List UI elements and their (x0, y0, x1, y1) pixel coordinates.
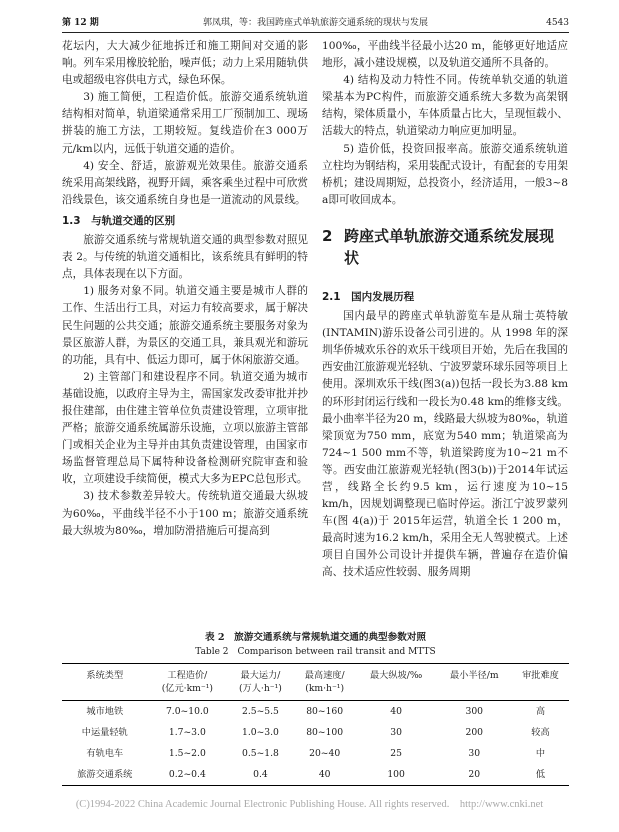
table-header-row (62, 664, 569, 683)
table-cell: 较高 (531, 727, 550, 738)
table-cell: 300 (465, 706, 484, 717)
column-header: 系统类型 (62, 664, 148, 683)
table-cell: 25 (390, 748, 402, 759)
table-cell: 中 (535, 748, 546, 759)
subsection-heading: 2.1 国内发展历程 (322, 290, 415, 303)
column-header: 工程造价/ (148, 664, 228, 683)
column-header-unit: (万人·h⁻¹) (227, 682, 294, 701)
table-cell: 旅游交通系统 (62, 764, 148, 786)
paragraph: 1) 服务对象不同。轨道交通主要是城市人群的工作、生活出行工具，对运力有较高要求，属于解决民生问题的公共交通；旅游交通系统主要服务对象为景区旅游人群，为景区的交通工具，兼具观光和游玩的功能，具有中、低运力即可，属于休闲旅游交通。 (62, 285, 308, 366)
table-row (62, 743, 569, 764)
section-number: 2 (322, 226, 333, 245)
paragraph: 旅游交通系统与常规轨道交通的典型参数对照见表 2。与传统的轨道交通相比，该系统具有鲜明的特点，具体表现在以下方面。 (62, 234, 308, 281)
table-cell: 0.4 (227, 764, 294, 786)
table-cell: 1.7~3.0 (168, 727, 206, 738)
paragraph: 3) 施工简便，工程造价低。旅游交通系统轨道结构相对简单，轨道梁通常采用工厂预制加工、现场拼装的施工方法，工期较短。复线造价在3 000万元/km以内，远低于轨道交通的造价。 (62, 91, 308, 155)
table-cell: 20 (437, 764, 512, 786)
table-cell: 中运量轻轨 (81, 727, 128, 738)
column-header-unit (512, 682, 569, 701)
table-body (62, 701, 569, 786)
table-cell: 0.2~0.4 (148, 764, 228, 786)
column-header: 最小半径/m (437, 664, 512, 683)
comparison-table-block (62, 631, 569, 786)
table-cell: 低 (512, 764, 569, 786)
paragraph: 100‰，平曲线半径最小达20 m，能够更好地适应地形，减小建设规模，以及轨道交通所不具备的。 (322, 40, 568, 70)
column-header-unit (62, 682, 148, 701)
table-cell: 有轨电车 (86, 748, 124, 759)
column-header-unit (356, 682, 437, 701)
paragraph: 4) 安全、舒适，旅游观光效果佳。旅游交通系统采用高架线路，视野开阔，乘客乘坐过程中可欣赏沿线景色，该交通系统自身也是一道流动的风景线。 (62, 159, 308, 206)
section-title: 跨座式单轨旅游交通系统发展现状 (344, 226, 555, 267)
column-header-unit (437, 682, 512, 701)
column-header: 最大运力/ (227, 664, 294, 683)
left-column (62, 38, 308, 540)
table-caption-cn: 表 2 旅游交通系统与常规轨道交通的典型参数对照 (204, 632, 427, 643)
table-cell: 30 (468, 748, 481, 759)
table-cell: 2.5~5.5 (241, 706, 279, 717)
right-column (322, 38, 568, 582)
table-cell: 40 (390, 706, 402, 717)
paragraph: 国内最早的跨座式单轨游览车是从瑞士英特敏(INTAMIN)游乐设备公司引进的。从 1998 年的深圳华侨城欢乐谷的欢乐干线项目开始，先后在我国的西安曲江旅游观光轻轨、宁波罗蒙环球乐园等项目上使用。深圳欢乐干线(图3(a))包括一段长为3.88 km的环形封闭运行线和一段长为0.48 km的维修支线。最小曲率半径为20 m，线路最大纵坡为80‰，轨道梁顶宽为750 mm，底宽为540 mm；轨道梁高为724~1 500 mm不等，轨道梁跨度为10~21 m不等。西安曲江旅游观光轻轨(图3(b))于2014年试运营，线路全长约9.5 km，运行速度为10~15 km/h，因规划调整现已临时停运。浙江宁波罗蒙列车(图 4(a))于 2015年运营，轨道全长 1 200 m，最高时速为16.2 km/h，采用全无人驾驶模式。上述项目自国外公司设计并提供车辆，普遍存在造价偏高、技术适应性较弱、服务周期 (322, 310, 568, 579)
table-cell: 20~40 (309, 748, 341, 759)
paragraph: 4) 结构及动力特性不同。传统单轨交通的轨道梁基本为PC构件，而旅游交通系统大多数为高架钢结构，梁体质量小，车体质量占比大，呈现恒载小、活载大的特点，轨道梁动力响应更加明显。 (322, 74, 568, 138)
running-header (62, 14, 569, 33)
table-header-row-units (62, 682, 569, 701)
paragraph: 2) 主管部门和建设程序不同。轨道交通为城市基础设施，以政府主导为主，需国家发改委审批并抄报住建部，由住建主管单位负责建设管理，立项审批严格；旅游交通系统属游乐设施，立项以旅游主管部门或相关企业为主导并由其负责建设管理，由国家市场监督管理总局下属特种设备检测研究院审查和验收，立项建设手续简便，模式大多为EPC总包形式。 (62, 370, 308, 486)
table-cell: 1.5~2.0 (168, 748, 206, 759)
subsection-heading: 1.3 与轨道交通的区别 (62, 214, 176, 227)
table-cell: 高 (535, 706, 546, 717)
table-cell: 40 (294, 764, 356, 786)
column-header: 最高速度/ (294, 664, 356, 683)
section-heading (322, 225, 568, 269)
column-header: 审批难度 (512, 664, 569, 683)
page-number: 4543 (546, 18, 569, 28)
table-cell: 80~160 (306, 706, 344, 717)
paragraph: 5) 造价低，投资回报率高。旅游交通系统轨道立柱均为钢结构，采用装配式设计，有配套的专用架桥机；建设周期短，总投资小，经济适用，一般3~8 a即可收回成本。 (322, 142, 568, 206)
copyright-footer: (C)1994-2022 China Academic Journal Electronic Publishing House. All rights reserved. http://www.cnki.net (75, 799, 544, 810)
table-row (62, 701, 569, 723)
table-cell: 80~100 (306, 727, 344, 738)
paragraph: 花坛内，大大减少征地拆迁和施工期间对交通的影响。列车采用橡胶轮胎，噪声低；动力上采用随轨供电或超级电容供电方式，绿色环保。 (62, 40, 308, 87)
running-title: 郭凤琪，等：我国跨座式单轨旅游交通系统的现状与发展 (202, 18, 428, 28)
table-cell: 30 (390, 727, 402, 738)
table-cell: 城市地铁 (86, 706, 124, 717)
parameter-table (62, 663, 569, 786)
issue-number: 第 12 期 (62, 18, 99, 28)
table-cell: 200 (465, 727, 484, 738)
table-cell: 100 (356, 764, 437, 786)
column-header-unit: (km·h⁻¹) (294, 682, 356, 701)
table-cell: 0.5~1.8 (241, 748, 279, 759)
table-row (62, 722, 569, 743)
column-header: 最大纵坡/‰ (356, 664, 437, 683)
paragraph: 3) 技术参数差异较大。传统轨道交通最大纵坡为60‰，平曲线半径不小于100 m；旅游交通系统最大纵坡为80‰，增加防滑措施后可提高到 (62, 490, 308, 537)
table-caption-en: Table 2 Comparison between rail transit and MTTS (195, 647, 436, 657)
table-cell: 1.0~3.0 (241, 727, 279, 738)
table-cell: 7.0~10.0 (165, 706, 209, 717)
table-row (62, 764, 569, 786)
column-header-unit: (亿元·km⁻¹) (148, 682, 228, 701)
